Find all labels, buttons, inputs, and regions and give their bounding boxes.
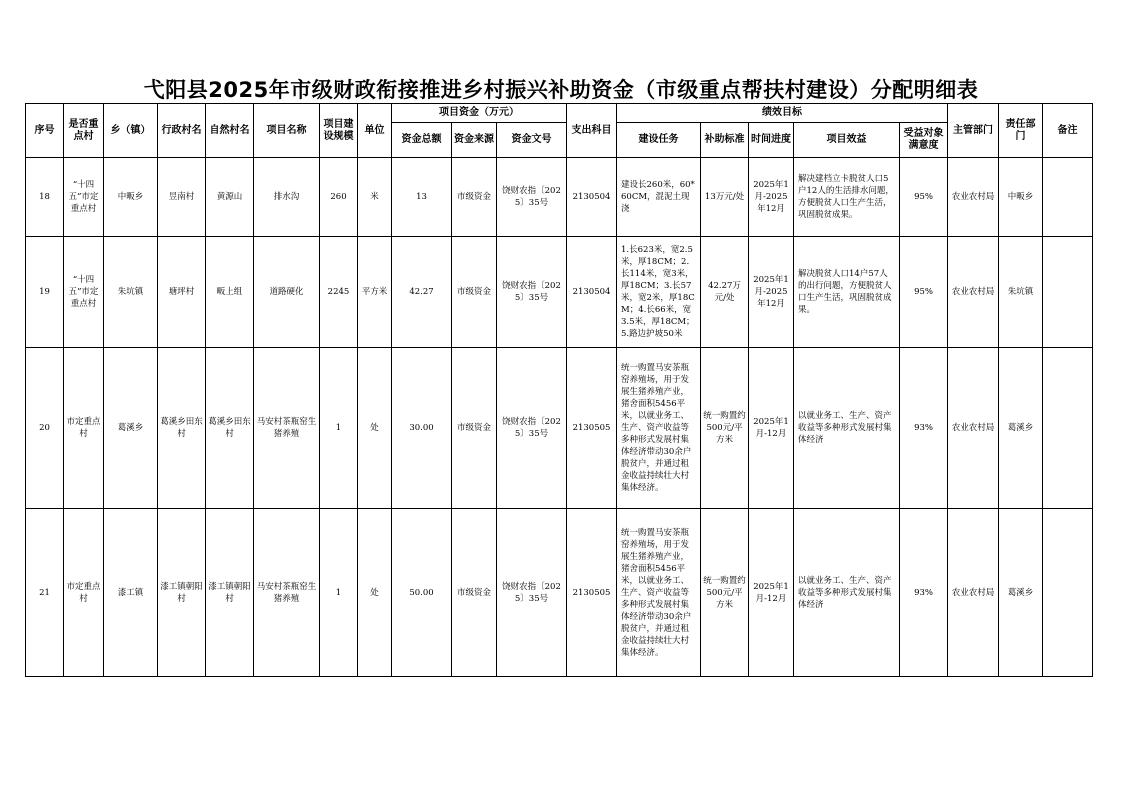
- header-progress: 时间进度: [749, 123, 794, 158]
- header-perf-group: 绩效目标: [617, 104, 948, 123]
- table-row: [26, 509, 1093, 677]
- cell-is-key-village: “十四五”市定重点村: [64, 237, 104, 348]
- cell-subsidy: 42.27万元/处: [701, 237, 749, 348]
- cell-scale: 2245: [320, 237, 358, 348]
- cell-resp-dept: 中畈乡: [999, 158, 1043, 237]
- cell-unit: 处: [358, 348, 392, 509]
- cell-remark: [1043, 158, 1093, 237]
- cell-seq: 18: [26, 158, 64, 237]
- cell-fund-source: 市级资金: [452, 509, 497, 677]
- cell-resp-dept: 葛溪乡: [999, 509, 1043, 677]
- header-township: 乡（镇）: [104, 104, 158, 158]
- cell-scale: 260: [320, 158, 358, 237]
- cell-resp-dept: 朱坑镇: [999, 237, 1043, 348]
- table-row: [26, 348, 1093, 509]
- header-unit: 单位: [358, 104, 392, 158]
- cell-is-key-village: “十四五”市定重点村: [64, 158, 104, 237]
- cell-fund-doc: 饶财农指〔2025〕35号: [497, 158, 567, 237]
- cell-fund-total: 50.00: [392, 509, 452, 677]
- cell-dept: 农业农村局: [948, 348, 999, 509]
- cell-township: 中畈乡: [104, 158, 158, 237]
- cell-progress: 2025年1月-12月: [749, 509, 794, 677]
- cell-admin-village: 塘坪村: [158, 237, 206, 348]
- cell-project-name: 马安村茶瓶窑生猪养殖: [254, 509, 320, 677]
- cell-progress: 2025年1月-2025年12月: [749, 237, 794, 348]
- cell-seq: 20: [26, 348, 64, 509]
- cell-natural-village: 畈上组: [206, 237, 254, 348]
- cell-scale: 1: [320, 348, 358, 509]
- page-title: 弋阳县2025年市级财政衔接推进乡村振兴补助资金（市级重点帮扶村建设）分配明细表: [143, 78, 979, 102]
- cell-expense-subject: 2130504: [567, 237, 617, 348]
- cell-project-name: 排水沟: [254, 158, 320, 237]
- cell-subsidy: 13万元/处: [701, 158, 749, 237]
- cell-unit: 米: [358, 158, 392, 237]
- header-benefit: 项目效益: [794, 123, 900, 158]
- cell-progress: 2025年1月-12月: [749, 348, 794, 509]
- cell-unit: 处: [358, 509, 392, 677]
- header-project-name: 项目名称: [254, 104, 320, 158]
- cell-project-name: 马安村茶瓶窑生猪养殖: [254, 348, 320, 509]
- cell-township: 漆工镇: [104, 509, 158, 677]
- cell-fund-source: 市级资金: [452, 158, 497, 237]
- cell-seq: 19: [26, 237, 64, 348]
- allocation-table: [25, 103, 1093, 677]
- cell-unit: 平方米: [358, 237, 392, 348]
- header-subsidy: 补助标准: [701, 123, 749, 158]
- cell-fund-doc: 饶财农指〔2025〕35号: [497, 348, 567, 509]
- cell-fund-total: 30.00: [392, 348, 452, 509]
- cell-township: 葛溪乡: [104, 348, 158, 509]
- header-natural-village: 自然村名: [206, 104, 254, 158]
- cell-task: 1.长623米，宽2.5米，厚18CM；2.长114米，宽3米，厚18CM；3.长57米，宽2米，厚18CM；4.长66米，宽3.5米，厚18CM；5.路边护坡50米: [617, 237, 701, 348]
- header-fund-total: 资金总额: [392, 123, 452, 158]
- cell-task: 建设长260米，60*60CM，混泥土现浇: [617, 158, 701, 237]
- cell-natural-village: 黄源山: [206, 158, 254, 237]
- cell-dept: 农业农村局: [948, 158, 999, 237]
- cell-dept: 农业农村局: [948, 237, 999, 348]
- header-admin-village: 行政村名: [158, 104, 206, 158]
- header-scale: 项目建设规模: [320, 104, 358, 158]
- header-seq: 序号: [26, 104, 64, 158]
- cell-is-key-village: 市定重点村: [64, 348, 104, 509]
- header-is-key-village: 是否重点村: [64, 104, 104, 158]
- cell-satisfaction: 95%: [900, 158, 948, 237]
- cell-fund-total: 13: [392, 158, 452, 237]
- cell-natural-village: 漆工镇朝阳村: [206, 509, 254, 677]
- header-remark: 备注: [1043, 104, 1093, 158]
- cell-progress: 2025年1月-2025年12月: [749, 158, 794, 237]
- cell-natural-village: 葛溪乡田东村: [206, 348, 254, 509]
- cell-subsidy: 统一购置约500元/平方米: [701, 348, 749, 509]
- cell-fund-doc: 饶财农指〔2025〕35号: [497, 237, 567, 348]
- cell-benefit: 解决脱贫人口14户57人的出行问题，方便脱贫人口生产生活，巩固脱贫成果。: [794, 237, 900, 348]
- cell-expense-subject: 2130504: [567, 158, 617, 237]
- cell-satisfaction: 95%: [900, 237, 948, 348]
- header-fund-source: 资金来源: [452, 123, 497, 158]
- cell-fund-total: 42.27: [392, 237, 452, 348]
- cell-resp-dept: 葛溪乡: [999, 348, 1043, 509]
- cell-admin-village: 昱南村: [158, 158, 206, 237]
- header-fund-doc: 资金文号: [497, 123, 567, 158]
- cell-subsidy: 统一购置约500元/平方米: [701, 509, 749, 677]
- cell-expense-subject: 2130505: [567, 348, 617, 509]
- table-row: [26, 158, 1093, 237]
- cell-task: 统一购置马安茶瓶窑养殖场，用于发展生猪养殖产业，猪舍面积5456平米，以就业务工、生产、资产收益等多种形式发展村集体经济带动30余户脱贫户，并通过租金收益持续壮大村集体经济。: [617, 509, 701, 677]
- cell-seq: 21: [26, 509, 64, 677]
- cell-benefit: 以就业务工、生产、资产收益等多种形式发展村集体经济: [794, 348, 900, 509]
- cell-benefit: 以就业务工、生产、资产收益等多种形式发展村集体经济: [794, 509, 900, 677]
- cell-fund-source: 市级资金: [452, 237, 497, 348]
- cell-is-key-village: 市定重点村: [64, 509, 104, 677]
- cell-admin-village: 漆工镇朝阳村: [158, 509, 206, 677]
- cell-task: 统一购置马安茶瓶窑养殖场，用于发展生猪养殖产业，猪舍面积5456平米，以就业务工、生产、资产收益等多种形式发展村集体经济带动30余户脱贫户，并通过租金收益持续壮大村集体经济。: [617, 348, 701, 509]
- header-satisfaction: 受益对象满意度: [900, 123, 948, 158]
- header-row-1: [26, 104, 1093, 123]
- cell-benefit: 解决建档立卡脱贫人口5户12人的生活排水问题，方便脱贫人口生产生活，巩固脱贫成果。: [794, 158, 900, 237]
- cell-remark: [1043, 237, 1093, 348]
- cell-remark: [1043, 509, 1093, 677]
- header-task: 建设任务: [617, 123, 701, 158]
- header-resp-dept: 责任部门: [999, 104, 1043, 158]
- cell-remark: [1043, 348, 1093, 509]
- cell-dept: 农业农村局: [948, 509, 999, 677]
- cell-township: 朱坑镇: [104, 237, 158, 348]
- cell-fund-doc: 饶财农指〔2025〕35号: [497, 509, 567, 677]
- header-fund-group: 项目资金（万元）: [392, 104, 567, 123]
- cell-fund-source: 市级资金: [452, 348, 497, 509]
- cell-satisfaction: 93%: [900, 348, 948, 509]
- header-expense-subject: 支出科目: [567, 104, 617, 158]
- cell-scale: 1: [320, 509, 358, 677]
- cell-admin-village: 葛溪乡田东村: [158, 348, 206, 509]
- cell-satisfaction: 93%: [900, 509, 948, 677]
- cell-project-name: 道路硬化: [254, 237, 320, 348]
- table-row: [26, 237, 1093, 348]
- header-dept: 主管部门: [948, 104, 999, 158]
- cell-expense-subject: 2130505: [567, 509, 617, 677]
